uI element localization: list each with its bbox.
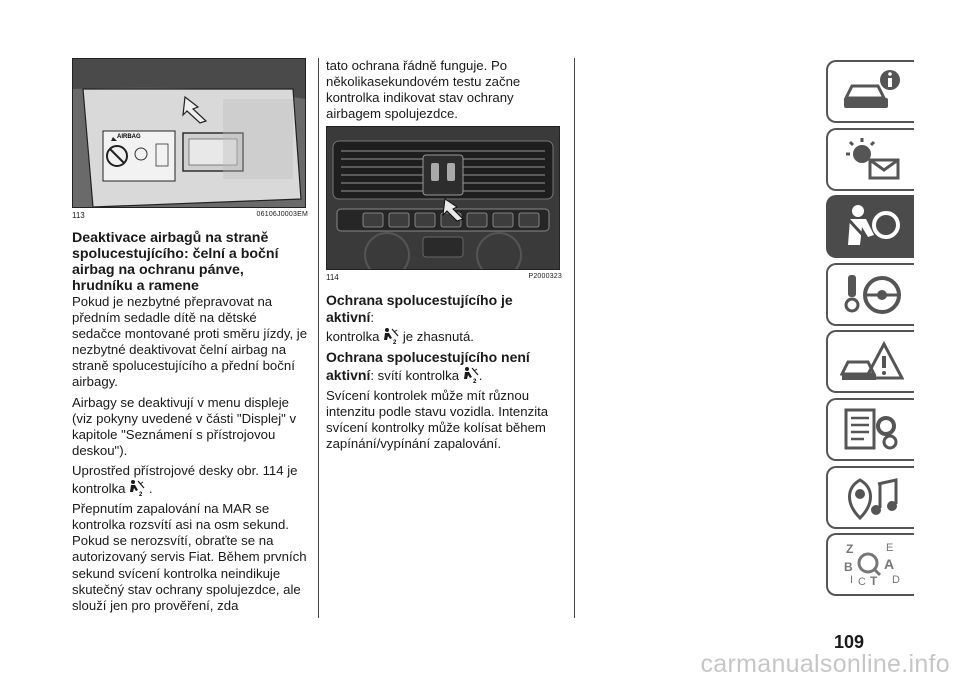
figure-113-caption xyxy=(72,211,308,220)
figure-number: 114 xyxy=(326,273,339,283)
tab-safety[interactable] xyxy=(826,195,914,258)
tab-emergency[interactable] xyxy=(826,330,914,393)
paragraph-text: . xyxy=(478,367,483,383)
column-1 xyxy=(72,58,308,618)
index-letter: T xyxy=(870,574,878,588)
index-letter: Z xyxy=(846,542,854,557)
tab-car-info[interactable] xyxy=(826,60,914,123)
paragraph-text: kontrolka xyxy=(326,328,380,344)
figure-114-dashboard-center xyxy=(326,126,560,270)
tab-warning-lights[interactable] xyxy=(826,128,914,191)
column-2 xyxy=(326,58,562,456)
key-steering-icon xyxy=(840,271,904,317)
index-letter: C xyxy=(858,576,866,588)
section-heading: Deaktivace airbagů na straně spolucestujícího: čelní a boční airbag na ochranu pánve, hrudníku a ramene xyxy=(72,230,279,294)
passenger-airbag-off-icon xyxy=(383,327,399,345)
chapter-tabs xyxy=(826,60,916,601)
tab-starting-driving[interactable] xyxy=(826,263,914,326)
paragraph xyxy=(72,463,308,497)
tab-index[interactable] xyxy=(826,533,914,596)
dashboard-illustration xyxy=(327,127,559,269)
passenger-airbag-off-icon xyxy=(129,479,145,497)
figure-number: 113 xyxy=(72,211,85,220)
svg-text:2: 2 xyxy=(139,492,143,498)
paragraph-text: je zhasnutá. xyxy=(402,328,474,344)
paragraph: Airbagy se deaktivují v menu displeje (viz pokyny uvedené v části "Displej" v kapitole "Seznámení s přístrojovou deskou"). xyxy=(72,394,297,458)
figure-113-sun-visor xyxy=(72,58,306,208)
paragraph-text: . xyxy=(148,481,153,497)
index-letter: B xyxy=(844,560,853,575)
subheading: Ochrana spolucestujícího je aktivní xyxy=(326,292,513,326)
figure-code: P2000323 xyxy=(528,273,562,281)
maintenance-icon xyxy=(840,406,904,452)
warning-lights-icon xyxy=(840,136,904,182)
paragraph-text: : svítí kontrolka xyxy=(370,367,460,383)
page-number: 109 xyxy=(834,632,865,652)
media-icon xyxy=(840,474,904,520)
watermark: carmanualsonline.info xyxy=(700,650,950,678)
car-info-icon xyxy=(840,68,904,114)
index-icon xyxy=(840,541,904,587)
figure-114-caption xyxy=(326,273,562,282)
paragraph-text: Uprostřed přístrojové desky obr. 114 je kontrolka xyxy=(72,462,298,497)
column-divider xyxy=(318,58,319,618)
index-letter: E xyxy=(886,542,894,555)
punctuation: : xyxy=(370,310,375,326)
tab-multimedia[interactable] xyxy=(826,466,914,529)
paragraph: Pokud je nezbytné přepravovat na předním sedadle dítě na dětské sedačce montované proti směru jízdy, je nezbytné deaktivovat čelní airbag na straně spolucestujícího a přední boční airbagy. xyxy=(72,294,308,390)
subheading: Ochrana spolucestujícího není aktivní xyxy=(326,348,530,383)
paragraph: Svícení kontrolek může mít různou intenzitu podle stavu vozidla. Intenzita svícení kontrolky může kolísat během zapínání/vypínání zapalování. xyxy=(326,387,549,452)
tab-maintenance[interactable] xyxy=(826,398,914,461)
index-letter: D xyxy=(892,574,900,587)
passenger-airbag-off-icon xyxy=(463,366,479,384)
index-letter: I xyxy=(850,574,854,587)
paragraph xyxy=(326,349,562,384)
column-divider xyxy=(574,58,575,618)
paragraph xyxy=(326,292,562,344)
paragraph: tato ochrana řádně funguje. Po několikasekundovém testu začne kontrolka indikovat stav ochrany airbagem spolujezdce. xyxy=(326,58,521,122)
svg-text:2: 2 xyxy=(393,339,397,345)
figure-code: 06106J0003EM xyxy=(256,211,308,218)
paragraph: Přepnutím zapalování na MAR se kontrolka rozsvítí asi na osm sekund. Pokud se nerozsvítí, obraťte se na autorizovaný servis Fiat. Během prvních sekund svícení kontrolka neindikuje skutečný stav ochrany spolujezdce, ale slouží jen pro prověření, zda xyxy=(72,501,307,613)
car-emergency-icon xyxy=(840,338,904,384)
airbag-label: AIRBAG xyxy=(117,134,141,140)
sun-visor-illustration xyxy=(73,59,305,207)
seatbelt-airbag-icon xyxy=(840,203,904,249)
svg-text:2: 2 xyxy=(472,378,477,384)
index-letter: A xyxy=(884,556,895,573)
